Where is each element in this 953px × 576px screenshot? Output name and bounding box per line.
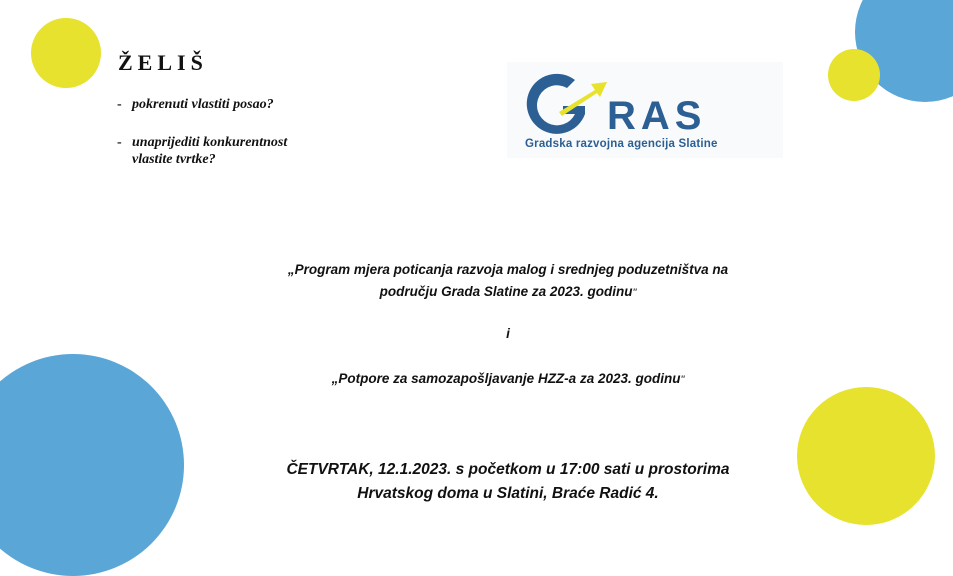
program-title-2: „Potpore za samozapošljavanje HZZ-a za 2023. godinu" [331,371,685,386]
logo-word: RAS [607,94,707,138]
heading: ŽELIŠ [118,50,208,75]
program-title-1: „Program mjera poticanja razvoja malog i srednjeg poduzetništva na području Grada Slatine za 2023. godinu" [287,262,729,299]
question-item: - unaprijediti konkurentnost vlastite tvrtke? [117,135,288,167]
decor-circle-yellow-top-right [828,49,880,101]
logo-caption: Gradska razvojna agencija Slatine [525,138,718,150]
question-text: pokrenuti vlastiti posao? [132,97,274,112]
event-details: ČETVRTAK, 12.1.2023. s početkom u 17:00 sati u prostorima Hrvatskog doma u Slatini, Braće Radić 4. [286,461,730,502]
conjunction: i [506,326,510,341]
decor-circle-yellow-top-left [31,18,101,88]
question-text: unaprijediti konkurentnost vlastite tvrtke? [132,135,288,167]
question-item: - pokrenuti vlastiti posao? [117,97,274,112]
